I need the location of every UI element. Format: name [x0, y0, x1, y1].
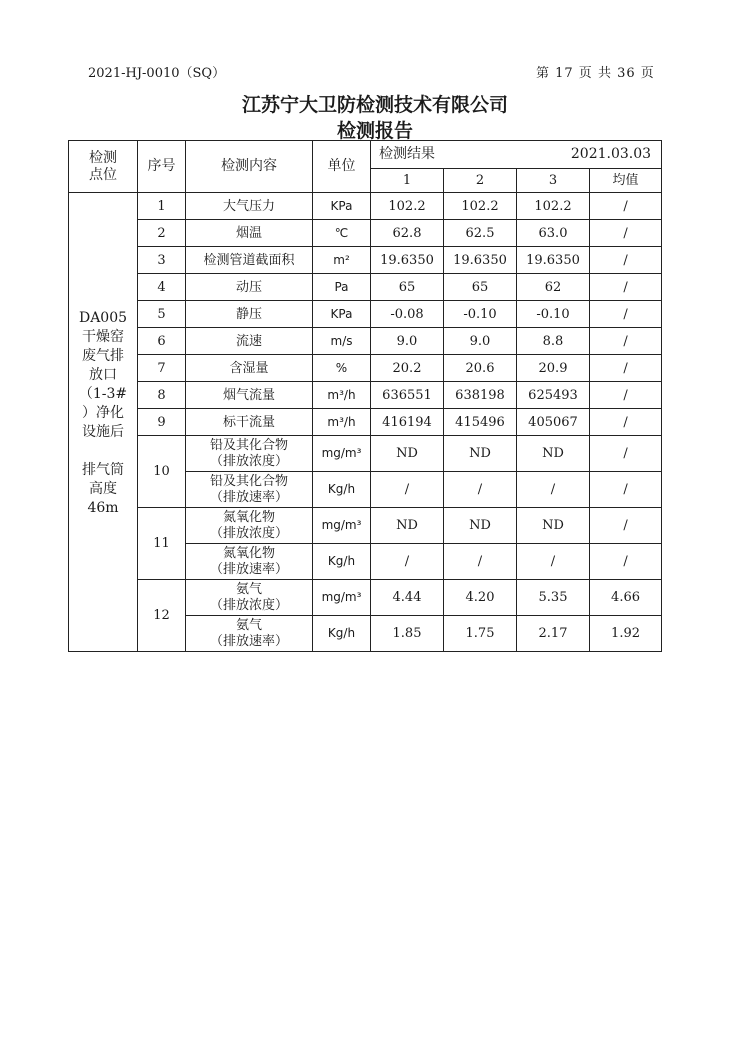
- unit-cell: m³/h: [313, 409, 371, 436]
- table-row: [69, 580, 662, 616]
- value-2-cell: ND: [444, 436, 517, 472]
- content-cell: 静压: [186, 301, 313, 328]
- content-cell: 氨气 （排放浓度）: [186, 580, 313, 616]
- value-2-cell: 19.6350: [444, 247, 517, 274]
- table-row: [69, 508, 662, 544]
- value-1-cell: 19.6350: [371, 247, 444, 274]
- value-1-cell: 62.8: [371, 220, 444, 247]
- content-cell: 烟温: [186, 220, 313, 247]
- value-2-cell: 102.2: [444, 193, 517, 220]
- value-2-cell: 638198: [444, 382, 517, 409]
- content-cell: 氨气 （排放速率）: [186, 616, 313, 652]
- value-2-cell: -0.10: [444, 301, 517, 328]
- sampling-point-cell: DA005 干燥窑 废气排 放口 （1-3# ）净化 设施后 排气筒 高度 46m: [69, 193, 138, 652]
- value-2-cell: /: [444, 472, 517, 508]
- table-row: [69, 436, 662, 472]
- header-r1: 1: [371, 169, 444, 193]
- seq-cell: 8: [138, 382, 186, 409]
- unit-cell: Kg/h: [313, 472, 371, 508]
- value-2-cell: 9.0: [444, 328, 517, 355]
- value-1-cell: 20.2: [371, 355, 444, 382]
- value-2-cell: 65: [444, 274, 517, 301]
- content-cell: 氮氧化物 （排放速率）: [186, 544, 313, 580]
- header-r3: 3: [517, 169, 590, 193]
- header-content: 检测内容: [186, 141, 313, 193]
- value-2-cell: 20.6: [444, 355, 517, 382]
- avg-cell: /: [590, 328, 662, 355]
- table-row: [69, 382, 662, 409]
- value-3-cell: /: [517, 544, 590, 580]
- header-result-label: 检测结果: [379, 146, 435, 162]
- value-1-cell: 4.44: [371, 580, 444, 616]
- unit-cell: ℃: [313, 220, 371, 247]
- value-2-cell: ND: [444, 508, 517, 544]
- unit-cell: Kg/h: [313, 616, 371, 652]
- table-row: [69, 220, 662, 247]
- seq-cell: 9: [138, 409, 186, 436]
- content-cell: 流速: [186, 328, 313, 355]
- value-1-cell: /: [371, 472, 444, 508]
- header-r2: 2: [444, 169, 517, 193]
- value-3-cell: 20.9: [517, 355, 590, 382]
- avg-cell: /: [590, 301, 662, 328]
- table-row: [69, 355, 662, 382]
- page-number: 第 17 页 共 36 页: [536, 66, 655, 81]
- seq-cell: 12: [138, 580, 186, 652]
- unit-cell: m/s: [313, 328, 371, 355]
- value-1-cell: /: [371, 544, 444, 580]
- avg-cell: /: [590, 409, 662, 436]
- seq-cell: 1: [138, 193, 186, 220]
- table-row: [69, 193, 662, 220]
- unit-cell: KPa: [313, 193, 371, 220]
- unit-cell: m³/h: [313, 382, 371, 409]
- seq-cell: 2: [138, 220, 186, 247]
- value-2-cell: 62.5: [444, 220, 517, 247]
- header-date: 2021.03.03: [570, 146, 652, 162]
- avg-cell: 1.92: [590, 616, 662, 652]
- company-title: 江苏宁大卫防检测技术有限公司: [241, 94, 508, 116]
- unit-cell: mg/m³: [313, 436, 371, 472]
- unit-cell: mg/m³: [313, 508, 371, 544]
- avg-cell: /: [590, 274, 662, 301]
- value-3-cell: 62: [517, 274, 590, 301]
- content-cell: 铅及其化合物 （排放浓度）: [186, 436, 313, 472]
- table-row: [69, 409, 662, 436]
- value-3-cell: /: [517, 472, 590, 508]
- value-2-cell: 1.75: [444, 616, 517, 652]
- table-row: [69, 301, 662, 328]
- value-1-cell: 102.2: [371, 193, 444, 220]
- value-1-cell: 636551: [371, 382, 444, 409]
- header-result: [371, 141, 662, 169]
- value-2-cell: 4.20: [444, 580, 517, 616]
- table-row: [69, 274, 662, 301]
- seq-cell: 11: [138, 508, 186, 580]
- unit-cell: %: [313, 355, 371, 382]
- header-point: 检测 点位: [69, 141, 138, 193]
- table-row: [69, 328, 662, 355]
- content-cell: 动压: [186, 274, 313, 301]
- header-avg: 均值: [590, 169, 662, 193]
- header-unit: 单位: [313, 141, 371, 193]
- content-cell: 铅及其化合物 （排放速率）: [186, 472, 313, 508]
- seq-cell: 7: [138, 355, 186, 382]
- content-cell: 标干流量: [186, 409, 313, 436]
- unit-cell: Pa: [313, 274, 371, 301]
- value-3-cell: 8.8: [517, 328, 590, 355]
- value-1-cell: 1.85: [371, 616, 444, 652]
- avg-cell: /: [590, 544, 662, 580]
- avg-cell: /: [590, 220, 662, 247]
- unit-cell: KPa: [313, 301, 371, 328]
- value-3-cell: 5.35: [517, 580, 590, 616]
- test-results-table: [68, 140, 662, 652]
- avg-cell: /: [590, 247, 662, 274]
- value-1-cell: 65: [371, 274, 444, 301]
- seq-cell: 6: [138, 328, 186, 355]
- avg-cell: /: [590, 472, 662, 508]
- value-3-cell: -0.10: [517, 301, 590, 328]
- header-seq: 序号: [138, 141, 186, 193]
- seq-cell: 3: [138, 247, 186, 274]
- value-2-cell: 415496: [444, 409, 517, 436]
- unit-cell: mg/m³: [313, 580, 371, 616]
- document-id: 2021-HJ-0010（SQ）: [88, 66, 226, 81]
- value-3-cell: ND: [517, 436, 590, 472]
- content-cell: 检测管道截面积: [186, 247, 313, 274]
- value-3-cell: 2.17: [517, 616, 590, 652]
- unit-cell: m²: [313, 247, 371, 274]
- value-3-cell: ND: [517, 508, 590, 544]
- value-1-cell: ND: [371, 508, 444, 544]
- seq-cell: 10: [138, 436, 186, 508]
- value-2-cell: /: [444, 544, 517, 580]
- content-cell: 烟气流量: [186, 382, 313, 409]
- value-3-cell: 19.6350: [517, 247, 590, 274]
- seq-cell: 5: [138, 301, 186, 328]
- value-1-cell: 416194: [371, 409, 444, 436]
- content-cell: 含湿量: [186, 355, 313, 382]
- value-3-cell: 405067: [517, 409, 590, 436]
- value-3-cell: 63.0: [517, 220, 590, 247]
- seq-cell: 4: [138, 274, 186, 301]
- value-1-cell: ND: [371, 436, 444, 472]
- value-3-cell: 625493: [517, 382, 590, 409]
- value-1-cell: -0.08: [371, 301, 444, 328]
- avg-cell: /: [590, 193, 662, 220]
- avg-cell: /: [590, 382, 662, 409]
- unit-cell: Kg/h: [313, 544, 371, 580]
- avg-cell: 4.66: [590, 580, 662, 616]
- value-3-cell: 102.2: [517, 193, 590, 220]
- report-title: 检测报告: [336, 120, 413, 142]
- value-1-cell: 9.0: [371, 328, 444, 355]
- content-cell: 氮氧化物 （排放浓度）: [186, 508, 313, 544]
- table-row: [69, 247, 662, 274]
- content-cell: 大气压力: [186, 193, 313, 220]
- avg-cell: /: [590, 355, 662, 382]
- avg-cell: /: [590, 436, 662, 472]
- avg-cell: /: [590, 508, 662, 544]
